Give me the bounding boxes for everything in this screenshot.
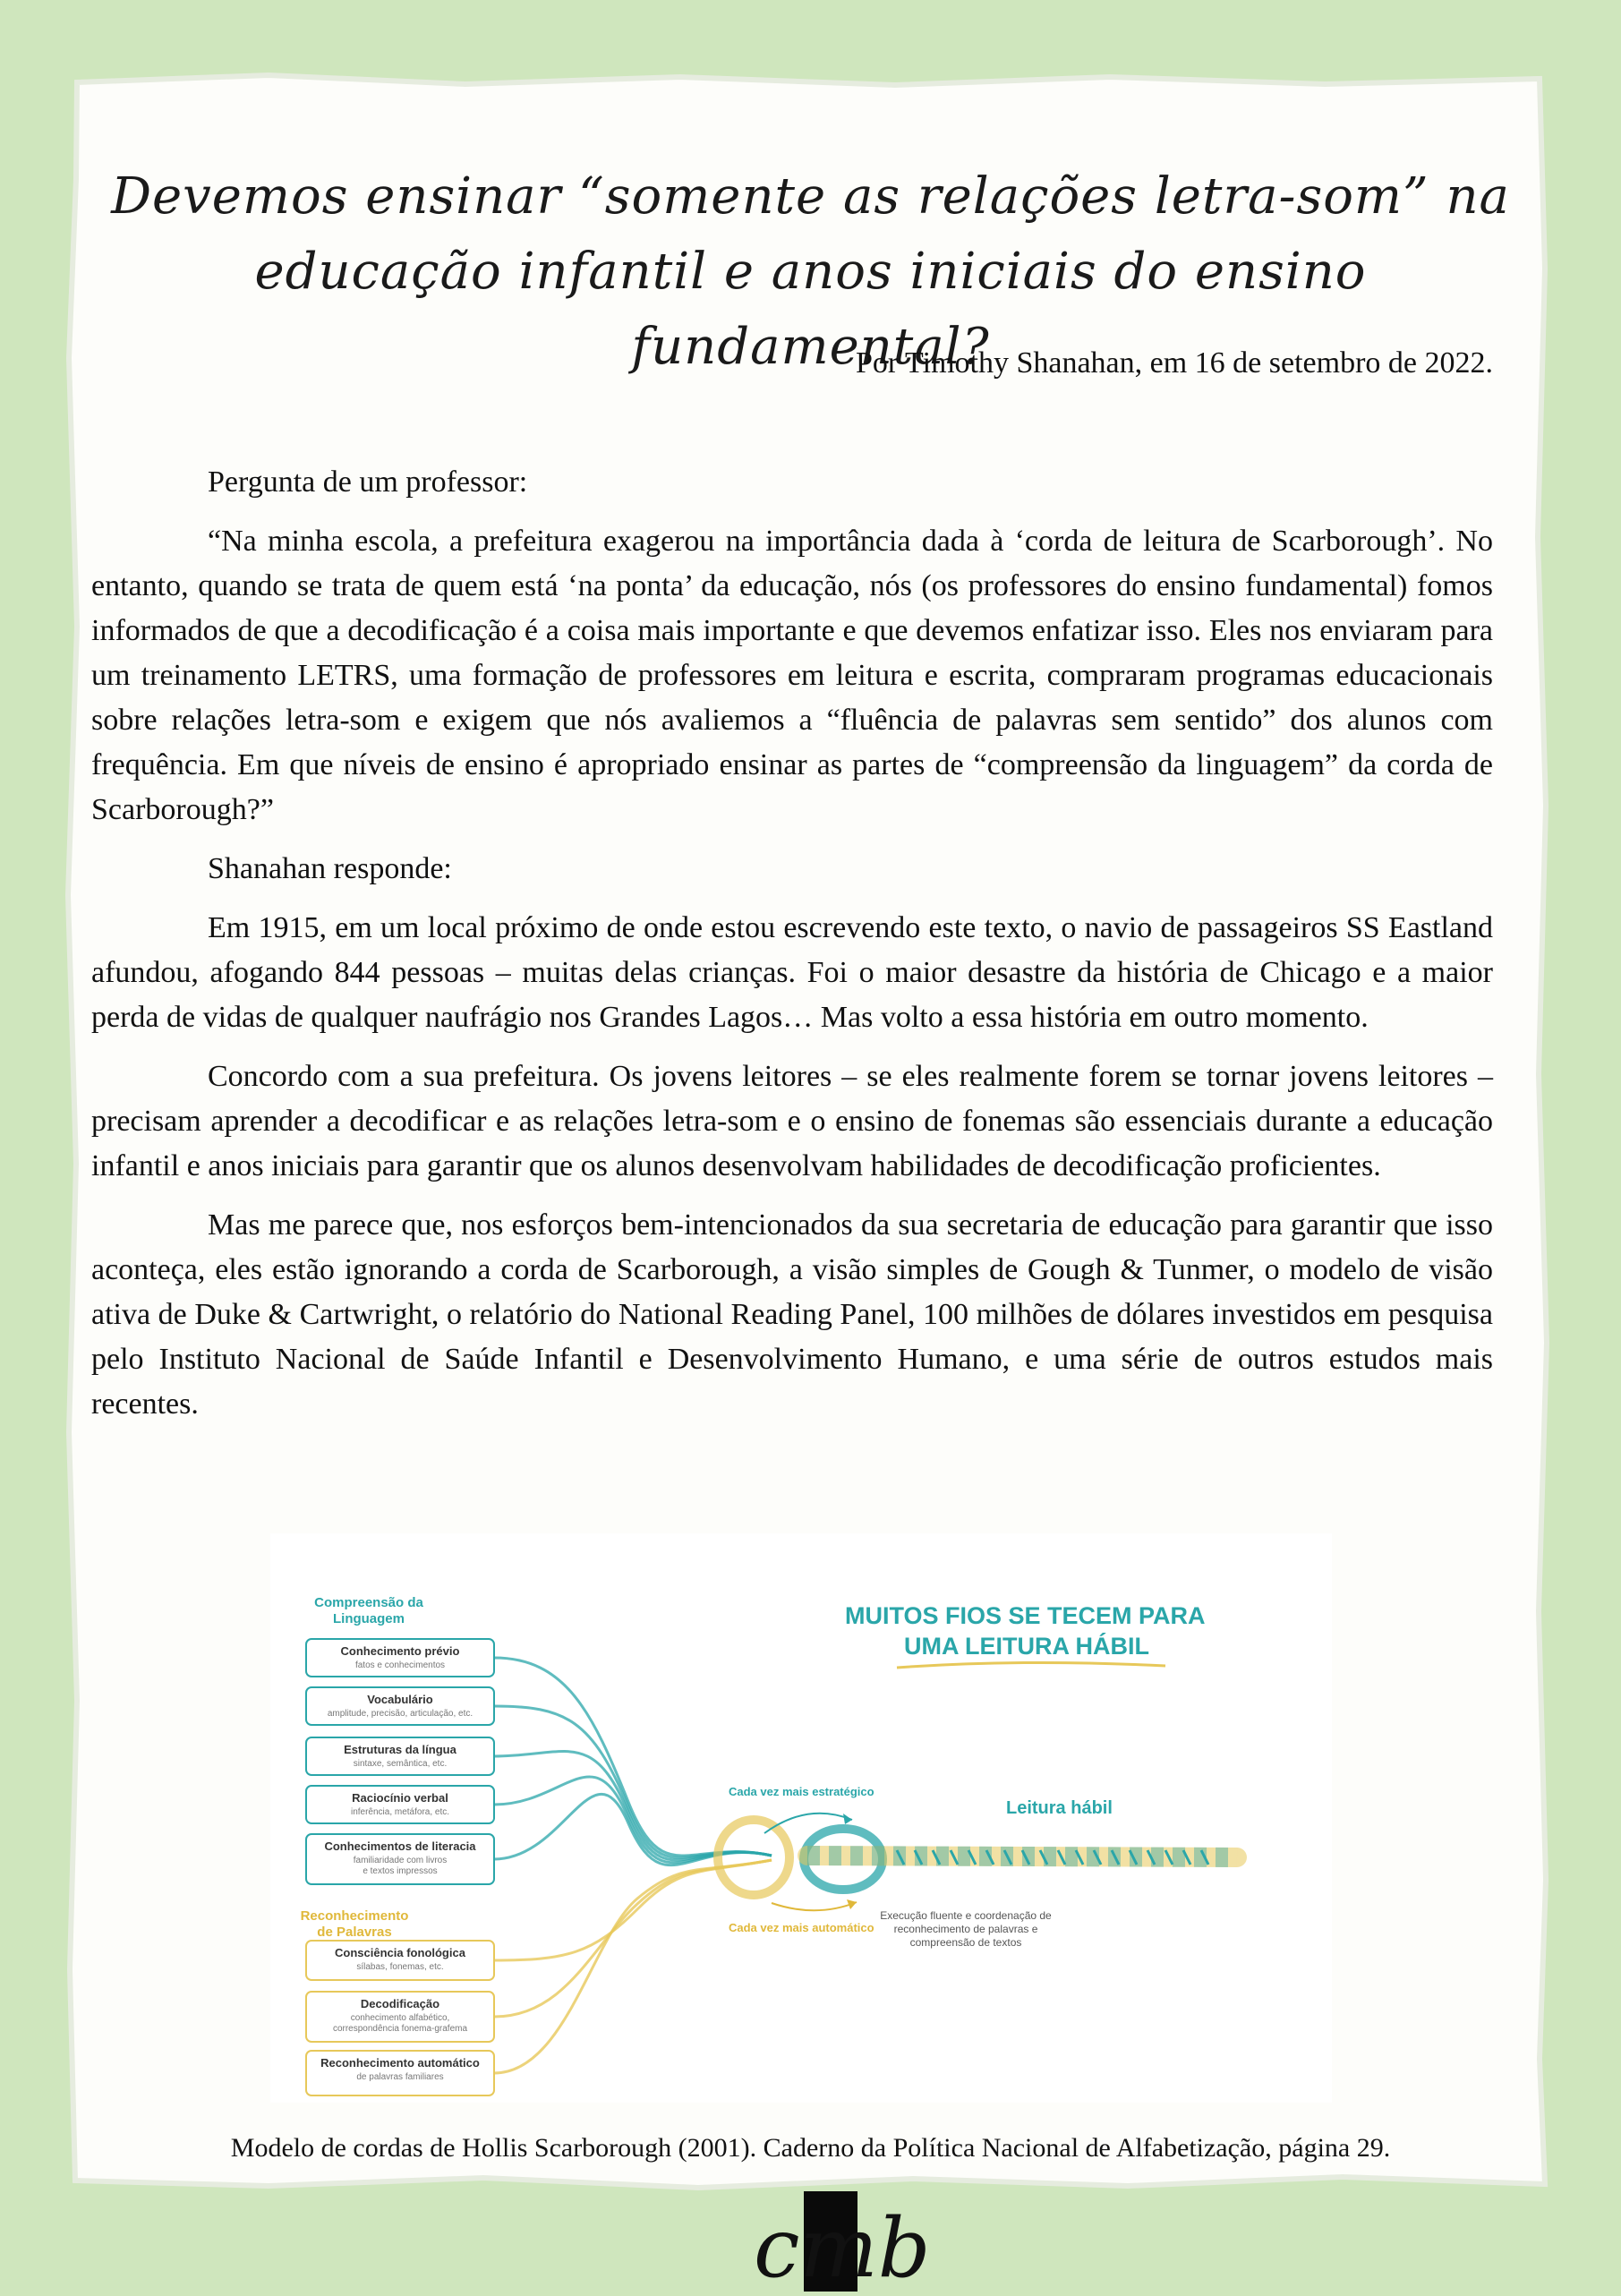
- paragraph: Mas me parece que, nos esforços bem-intencionados da sua secretaria de educação para garantir que isso aconteça, eles estão ignorando a corda de Scarborough, a visão simples de Gough & Tunmer, o modelo de visão ativa de Duke & Cartwright, o relatório do National Reading Panel, 100 milhões de dólares investidos em pesquisa pelo Instituto Nacional de Saúde Infantil e Desenvolvimento Humano, e uma série de outros estudos mais recentes.: [91, 1208, 1493, 1421]
- strand-title: Reconhecimento automático: [320, 2056, 480, 2070]
- page-title: Devemos ensinar “somente as relações letra-som” na educação infantil e anos iniciais do ensino fundamental?: [111, 166, 1510, 376]
- strand-subtitle: correspondência fonema-grafema: [332, 2024, 468, 2034]
- strand-box-language-1: [306, 1687, 494, 1725]
- rope-knot: [718, 1820, 789, 1895]
- group-label-words: Reconhecimento: [300, 1908, 409, 1924]
- paragraph: “Na minha escola, a prefeitura exagerou na importância dada à ‘corda de leitura de Scarborough’. No entanto, quando se trata de quem está ‘na ponta’ da educação, nós (os professores do ensino fundamental) fomos informados de que a decodificação é a coisa mais importante e que devemos enfatizar isso. Eles nos enviaram para um treinamento LETRS, uma formação de professores em leitura e escrita, compraram programas educacionais sobre relações letra-som e exigem que nós avaliemos a “fluência de palavras sem sentido” dos alunos com frequência. Em que níveis de ensino é apropriado ensinar as partes de “compreensão da linguagem” da corda de Scarborough?”: [91, 525, 1493, 826]
- skilled-reading-desc: Execução fluente e coordenação de: [880, 1909, 1052, 1922]
- strand-box-words-0: [306, 1941, 494, 1980]
- paragraph: Pergunta de um professor:: [208, 465, 528, 499]
- strand-title: Raciocínio verbal: [352, 1791, 448, 1805]
- arrow-head-icon: [843, 1814, 852, 1824]
- automatic-label: Cada vez mais automático: [729, 1921, 874, 1934]
- group-label-words: de Palavras: [317, 1925, 392, 1940]
- strand-title: Decodificação: [360, 1997, 440, 2010]
- strand-boxes: [306, 1639, 494, 2095]
- strand-subtitle: conhecimento alfabético,: [350, 2013, 450, 2023]
- paragraph: Em 1915, em um local próximo de onde estou escrevendo este texto, o navio de passageiros SS Eastland afundou, afogando 844 pessoas – muitas delas crianças. Foi o maior desastre da história de Chicago e a maior perda de vidas de qualquer naufrágio nos Grandes Lagos… Mas volto a essa história em outro momento.: [91, 911, 1493, 1034]
- strategic-label: Cada vez mais estratégico: [729, 1785, 874, 1798]
- skilled-reading-desc: compreensão de textos: [909, 1936, 1022, 1949]
- strand-subtitle: sintaxe, semântica, etc.: [353, 1759, 448, 1769]
- group-label-language: Compreensão da: [314, 1595, 423, 1610]
- byline: Por Timothy Shanahan, em 16 de setembro de 2022.: [855, 346, 1493, 380]
- strand-title: Estruturas da língua: [344, 1743, 456, 1756]
- strand-subtitle: familiaridade com livros: [353, 1856, 448, 1865]
- paragraph: Concordo com a sua prefeitura. Os jovens leitores – se eles realmente forem se tornar jovens leitores – precisam aprender a decodificar e as relações letra-som e o ensino de fonemas são essenciais durante a educação infantil e anos iniciais para garantir que os alunos desenvolvam habilidades de decodificação proficientes.: [91, 1060, 1493, 1182]
- skilled-reading-desc: reconhecimento de palavras e: [893, 1923, 1038, 1935]
- strand-subtitle: e textos impressos: [363, 1866, 438, 1876]
- strand-box-language-4: [306, 1834, 494, 1884]
- logo: cmb: [754, 2200, 931, 2296]
- strand-box-language-2: [306, 1737, 494, 1775]
- strand-subtitle: sílabas, fonemas, etc.: [356, 1962, 444, 1972]
- figure-caption: Modelo de cordas de Hollis Scarborough (2001). Caderno da Política Nacional de Alfabetização, página 29.: [230, 2133, 1391, 2163]
- arrow-icon: [772, 1902, 857, 1910]
- strand-title: Conhecimento prévio: [340, 1644, 460, 1658]
- strand-title: Vocabulário: [367, 1693, 433, 1706]
- rope-strands: [494, 1658, 1237, 2073]
- figure-headline: UMA LEITURA HÁBIL: [904, 1633, 1149, 1660]
- strand-box-words-1: [306, 1992, 494, 2042]
- strand-subtitle: fatos e conhecimentos: [354, 1660, 446, 1670]
- word-strand: [494, 1860, 772, 1960]
- reading-rope-figure: [270, 1533, 1332, 2103]
- figure-headline: MUITOS FIOS SE TECEM PARA: [845, 1602, 1206, 1629]
- strand-subtitle: de palavras familiares: [356, 2072, 444, 2082]
- strand-box-language-3: [306, 1786, 494, 1823]
- article-body: [91, 460, 1493, 1441]
- strand-box-words-2: [306, 2051, 494, 2095]
- reading-rope-diagram: [270, 1533, 1332, 2103]
- headline-underline: [897, 1662, 1165, 1668]
- strand-title: Consciência fonológica: [335, 1946, 465, 1959]
- strand-box-language-0: [306, 1639, 494, 1677]
- strand-title: Conhecimentos de literacia: [324, 1839, 476, 1853]
- strand-subtitle: amplitude, precisão, articulação, etc.: [327, 1709, 474, 1719]
- group-label-language: Linguagem: [332, 1611, 405, 1626]
- skilled-reading-label: Leitura hábil: [1006, 1798, 1113, 1818]
- word-strand: [494, 1860, 772, 2073]
- strand-subtitle: inferência, metáfora, etc.: [350, 1807, 450, 1817]
- paragraph: Shanahan responde:: [208, 852, 452, 885]
